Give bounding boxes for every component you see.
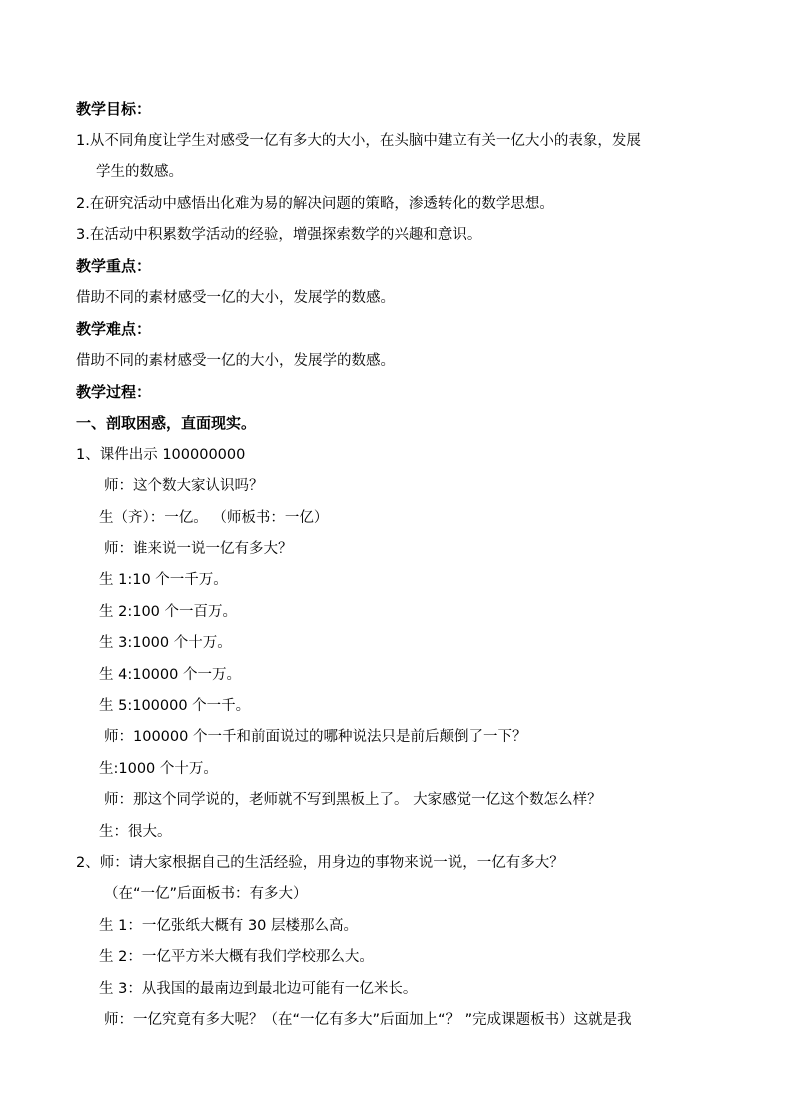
difficulty-text: 借助不同的素材感受一亿的大小，发展学的数感。 [76, 353, 395, 369]
goal-2: 2.在研究活动中感悟出化难为易的解决问题的策略，渗透转化的数学思想。 [76, 196, 554, 212]
dialogue-line: （在“一亿”后面板书：有多大） [104, 886, 308, 902]
difficulty-heading: 教学难点： [76, 320, 152, 338]
key-points-text: 借助不同的素材感受一亿的大小，发展学的数感。 [76, 290, 395, 306]
process-heading: 教学过程： [76, 383, 152, 401]
goal-3: 3.在活动中积累数学活动的经验，增强探索数学的兴趣和意识。 [76, 227, 482, 243]
dialogue-line: 生 2：一亿平方米大概有我们学校那么大。 [99, 949, 374, 965]
dialogue-line: 生：很大。 [99, 824, 172, 840]
goal-1-line-b: 学生的数感。 [96, 164, 183, 180]
dialogue-line: 生 2:100 个一百万。 [99, 604, 238, 620]
goal-1-line-a: 1.从不同角度让学生对感受一亿有多大的大小，在头脑中建立有关一亿大小的表象，发展 [76, 133, 641, 149]
section-1-title: 一、剖取困惑，直面现实。 [76, 414, 257, 432]
key-points-heading: 教学重点： [76, 257, 152, 275]
item-1: 1、课件出示 100000000 [76, 447, 246, 463]
dialogue-line: 生 5:100000 个一千。 [99, 698, 251, 714]
dialogue-line: 师：谁来说一说一亿有多大？ [104, 541, 293, 557]
dialogue-line: 生（齐）：一亿。 （师板书：一亿） [99, 510, 329, 526]
dialogue-line: 生 4:10000 个一万。 [99, 667, 241, 683]
dialogue-line: 生 1:10 个一千万。 [99, 572, 228, 588]
goals-heading: 教学目标： [76, 100, 152, 118]
dialogue-line: 生 1：一亿张纸大概有 30 层楼那么高。 [99, 918, 359, 934]
dialogue-line: 生 3：从我国的最南边到最北边可能有一亿米长。 [99, 981, 418, 997]
dialogue-line: 生:1000 个十万。 [99, 761, 218, 777]
dialogue-line: 师：那这个同学说的，老师就不写到黑板上了。 大家感觉一亿这个数怎么样？ [104, 792, 602, 808]
dialogue-line: 师：这个数大家认识吗？ [104, 478, 264, 494]
item-2: 2、师：请大家根据自己的生活经验，用身边的事物来说一说，一亿有多大？ [76, 855, 564, 871]
dialogue-line: 生 3:1000 个十万。 [99, 635, 232, 651]
dialogue-line: 师：一亿究竟有多大呢？（在“一亿有多大”后面加上“？ ”完成课题板书）这就是我 [104, 1012, 632, 1028]
dialogue-line: 师：100000 个一千和前面说过的哪种说法只是前后颠倒了一下？ [104, 729, 527, 745]
